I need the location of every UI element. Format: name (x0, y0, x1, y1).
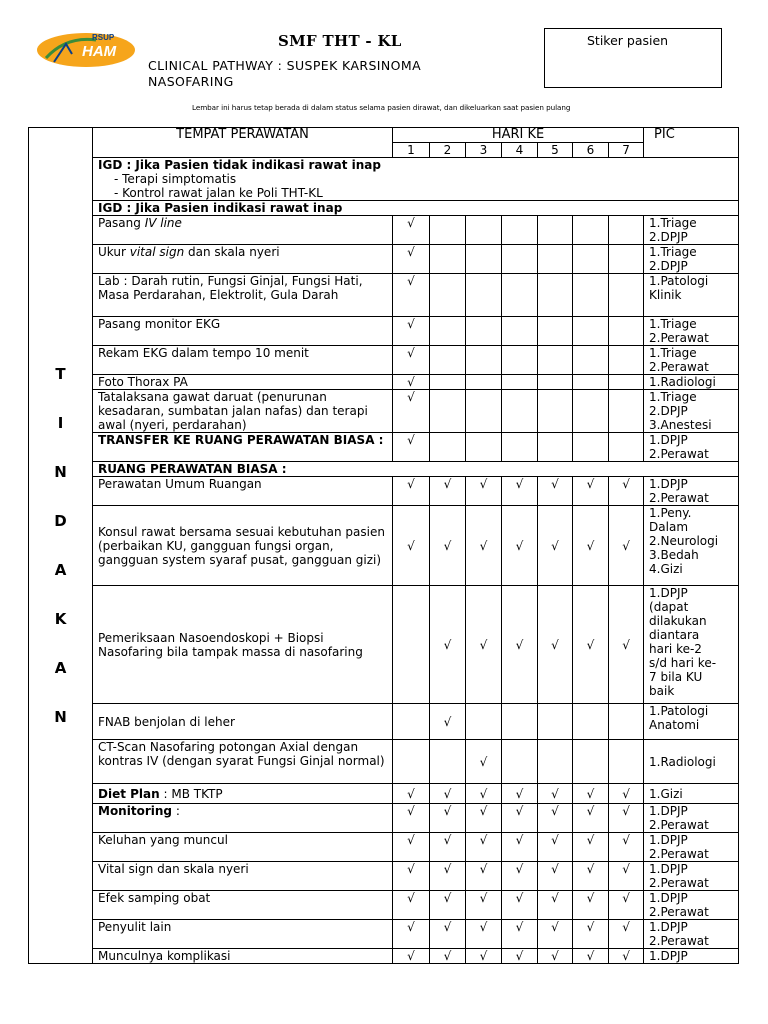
table-row (29, 784, 739, 804)
table-row (29, 245, 739, 274)
check-mark: √ (393, 833, 430, 862)
table-row (29, 804, 739, 833)
check-mark: √ (609, 804, 644, 833)
check-mark: √ (502, 506, 538, 586)
row-pic: 1.Triage 2.DPJP (644, 216, 739, 245)
pathway-subtitle (148, 58, 478, 90)
row-label: Tatalaksana gawat daruat (penurunan kesadaran, sumbatan jalan nafas) dan terapi awal (nyeri, perdarahan) (93, 390, 393, 433)
igd-no-admission-section (93, 158, 739, 201)
check-mark: √ (393, 477, 430, 506)
row-label: Pasang IV line (93, 216, 393, 245)
row-pic: 1.Triage 2.Perawat (644, 346, 739, 375)
table-row (29, 862, 739, 891)
side-letter: N (54, 707, 67, 726)
table-row (29, 833, 739, 862)
check-mark: √ (609, 477, 644, 506)
table-row (29, 704, 739, 740)
check-mark: √ (430, 704, 466, 740)
check-mark: √ (466, 833, 502, 862)
row-label: Monitoring : (93, 804, 393, 833)
check-mark: √ (573, 477, 609, 506)
check-mark: √ (393, 317, 430, 346)
row-label: FNAB benjolan di leher (93, 704, 393, 740)
check-mark: √ (393, 375, 430, 390)
sticker-label: Stiker pasien (587, 33, 669, 48)
check-mark: √ (466, 784, 502, 804)
row-label: Perawatan Umum Ruangan (93, 477, 393, 506)
row-pic: 1.DPJP 2.Perawat (644, 920, 739, 949)
patient-sticker-box (544, 28, 722, 88)
table-row (29, 477, 739, 506)
ruang-perawatan-title: RUANG PERAWATAN BIASA : (93, 462, 739, 477)
check-mark: √ (466, 891, 502, 920)
row-label: CT-Scan Nasofaring potongan Axial dengan kontras IV (dengan syarat Fungsi Ginjal normal) (93, 740, 393, 784)
row-pic: 1.Gizi (644, 784, 739, 804)
table-row (29, 740, 739, 784)
check-mark: √ (430, 586, 466, 704)
transfer-label: TRANSFER KE RUANG PERAWATAN BIASA : (93, 433, 393, 462)
check-mark: √ (538, 804, 573, 833)
check-mark: √ (573, 891, 609, 920)
row-pic: 1.DPJP 2.Perawat (644, 891, 739, 920)
logo-text-ham: HAM (82, 43, 117, 60)
check-mark: √ (609, 862, 644, 891)
row-label: Konsul rawat bersama sesuai kebutuhan pasien (perbaikan KU, gangguan fungsi organ, gangguan system syaraf pusat, gangguan gizi) (93, 506, 393, 586)
side-letter: A (54, 560, 67, 579)
row-label: Pasang monitor EKG (93, 317, 393, 346)
check-mark: √ (393, 804, 430, 833)
check-mark: √ (502, 949, 538, 964)
page-title: SMF THT - KL (278, 32, 402, 50)
check-mark: √ (502, 862, 538, 891)
check-mark: √ (609, 949, 644, 964)
check-mark: √ (609, 833, 644, 862)
check-mark: √ (609, 891, 644, 920)
check-mark: √ (430, 862, 466, 891)
row-label: Pemeriksaan Nasoendoskopi + Biopsi Nasofaring bila tampak massa di nasofaring (93, 586, 393, 704)
check-mark: √ (573, 506, 609, 586)
side-letter: N (54, 462, 67, 481)
check-mark: √ (573, 833, 609, 862)
day-number: 1 (393, 143, 430, 158)
check-mark: √ (609, 920, 644, 949)
check-mark: √ (538, 920, 573, 949)
check-mark: √ (393, 274, 430, 317)
check-mark: √ (502, 784, 538, 804)
day-number: 5 (538, 143, 573, 158)
row-pic: 1.DPJP 2.Perawat (644, 833, 739, 862)
row-pic: 1.DPJP (dapat dilakukan diantara hari ke-2 s/d hari ke- 7 bila KU baik (644, 586, 739, 704)
side-letter: K (54, 609, 67, 628)
check-mark: √ (502, 920, 538, 949)
check-mark: √ (609, 506, 644, 586)
row-label: Munculnya komplikasi (93, 949, 393, 964)
check-mark: √ (430, 833, 466, 862)
check-mark: √ (573, 804, 609, 833)
row-label: Penyulit lain (93, 920, 393, 949)
row-label: Keluhan yang muncul (93, 833, 393, 862)
day-number: 3 (466, 143, 502, 158)
day-number: 6 (573, 143, 609, 158)
check-mark: √ (393, 245, 430, 274)
table-row (29, 506, 739, 586)
row-label: Vital sign dan skala nyeri (93, 862, 393, 891)
instruction-note: Lembar ini harus tetap berada di dalam status selama pasien dirawat, dan dikeluarkan saat pasien pulang (192, 103, 571, 112)
check-mark: √ (393, 949, 430, 964)
row-pic: 1.DPJP (644, 949, 739, 964)
check-mark: √ (393, 920, 430, 949)
table-row (29, 433, 739, 462)
check-mark: √ (573, 784, 609, 804)
table-row (29, 375, 739, 390)
check-mark: √ (466, 949, 502, 964)
check-mark: √ (573, 586, 609, 704)
check-mark: √ (538, 506, 573, 586)
row-pic: 1.Patologi Anatomi (644, 704, 739, 740)
row-pic: 1.Triage 2.DPJP (644, 245, 739, 274)
check-mark: √ (466, 506, 502, 586)
row-label: Efek samping obat (93, 891, 393, 920)
day-number: 7 (609, 143, 644, 158)
table-row (29, 949, 739, 964)
check-mark: √ (466, 740, 502, 784)
check-mark: √ (502, 586, 538, 704)
table-row (29, 920, 739, 949)
check-mark: √ (466, 477, 502, 506)
row-pic: 1.DPJP 2.Perawat (644, 433, 739, 462)
check-mark: √ (466, 862, 502, 891)
check-mark: √ (538, 477, 573, 506)
check-mark: √ (502, 477, 538, 506)
check-mark: √ (393, 891, 430, 920)
check-mark: √ (502, 804, 538, 833)
table-row (29, 317, 739, 346)
column-header-pic: PIC (644, 128, 739, 158)
igd-no-admission-item: - Terapi simptomatis (114, 172, 237, 186)
tindakan-side-label (29, 128, 93, 964)
logo-text-rsup: RSUP (92, 33, 115, 42)
day-number: 4 (502, 143, 538, 158)
row-pic: 1.Peny. Dalam 2.Neurologi 3.Bedah 4.Gizi (644, 506, 739, 586)
table-row (29, 891, 739, 920)
table-row (29, 586, 739, 704)
check-mark: √ (430, 920, 466, 949)
table-row (29, 216, 739, 245)
igd-admission-title: IGD : Jika Pasien indikasi rawat inap (93, 201, 739, 216)
check-mark: √ (466, 804, 502, 833)
row-pic: 1.Radiologi (644, 740, 739, 784)
side-letter: I (57, 413, 64, 432)
row-pic: 1.DPJP 2.Perawat (644, 477, 739, 506)
check-mark: √ (573, 862, 609, 891)
table-row (29, 390, 739, 433)
side-letter: T (55, 364, 66, 383)
check-mark: √ (538, 833, 573, 862)
check-mark: √ (609, 784, 644, 804)
row-pic: 1.Patologi Klinik (644, 274, 739, 317)
check-mark: √ (538, 862, 573, 891)
check-mark: √ (466, 920, 502, 949)
check-mark: √ (393, 862, 430, 891)
check-mark: √ (393, 216, 430, 245)
igd-no-admission-item: - Kontrol rawat jalan ke Poli THT-KL (114, 186, 323, 200)
hospital-logo (36, 28, 136, 72)
check-mark: √ (502, 891, 538, 920)
check-mark: √ (430, 506, 466, 586)
side-letter: A (54, 658, 67, 677)
row-pic: 1.DPJP 2.Perawat (644, 862, 739, 891)
row-label: Rekam EKG dalam tempo 10 menit (93, 346, 393, 375)
check-mark: √ (609, 586, 644, 704)
row-pic: 1.DPJP 2.Perawat (644, 804, 739, 833)
table-row (29, 274, 739, 317)
check-mark: √ (538, 949, 573, 964)
check-mark: √ (393, 506, 430, 586)
check-mark: √ (393, 433, 430, 462)
check-mark: √ (538, 586, 573, 704)
check-mark: √ (393, 390, 430, 433)
row-label: Ukur vital sign dan skala nyeri (93, 245, 393, 274)
row-pic: 1.Radiologi (644, 375, 739, 390)
check-mark: √ (393, 784, 430, 804)
check-mark: √ (430, 804, 466, 833)
check-mark: √ (538, 891, 573, 920)
check-mark: √ (430, 477, 466, 506)
day-number: 2 (430, 143, 466, 158)
check-mark: √ (573, 949, 609, 964)
subtitle-line-2: NASOFARING (148, 74, 234, 89)
check-mark: √ (430, 891, 466, 920)
check-mark: √ (430, 949, 466, 964)
subtitle-line-1: CLINICAL PATHWAY : SUSPEK KARSINOMA (148, 58, 422, 73)
igd-no-admission-title: IGD : Jika Pasien tidak indikasi rawat inap (98, 158, 381, 172)
row-pic: 1.Triage 2.DPJP 3.Anestesi (644, 390, 739, 433)
check-mark: √ (538, 784, 573, 804)
table-row (29, 346, 739, 375)
check-mark: √ (573, 920, 609, 949)
column-header-tempat: TEMPAT PERAWATAN (93, 128, 393, 158)
row-label: Diet Plan : MB TKTP (93, 784, 393, 804)
row-label: Lab : Darah rutin, Fungsi Ginjal, Fungsi Hati, Masa Perdarahan, Elektrolit, Gula Darah (93, 274, 393, 317)
check-mark: √ (393, 346, 430, 375)
check-mark: √ (502, 833, 538, 862)
column-header-hari: HARI KE (393, 128, 644, 143)
check-mark: √ (466, 586, 502, 704)
row-pic: 1.Triage 2.Perawat (644, 317, 739, 346)
side-letter: D (54, 511, 67, 530)
clinical-pathway-table (28, 127, 739, 964)
row-label: Foto Thorax PA (93, 375, 393, 390)
check-mark: √ (430, 784, 466, 804)
